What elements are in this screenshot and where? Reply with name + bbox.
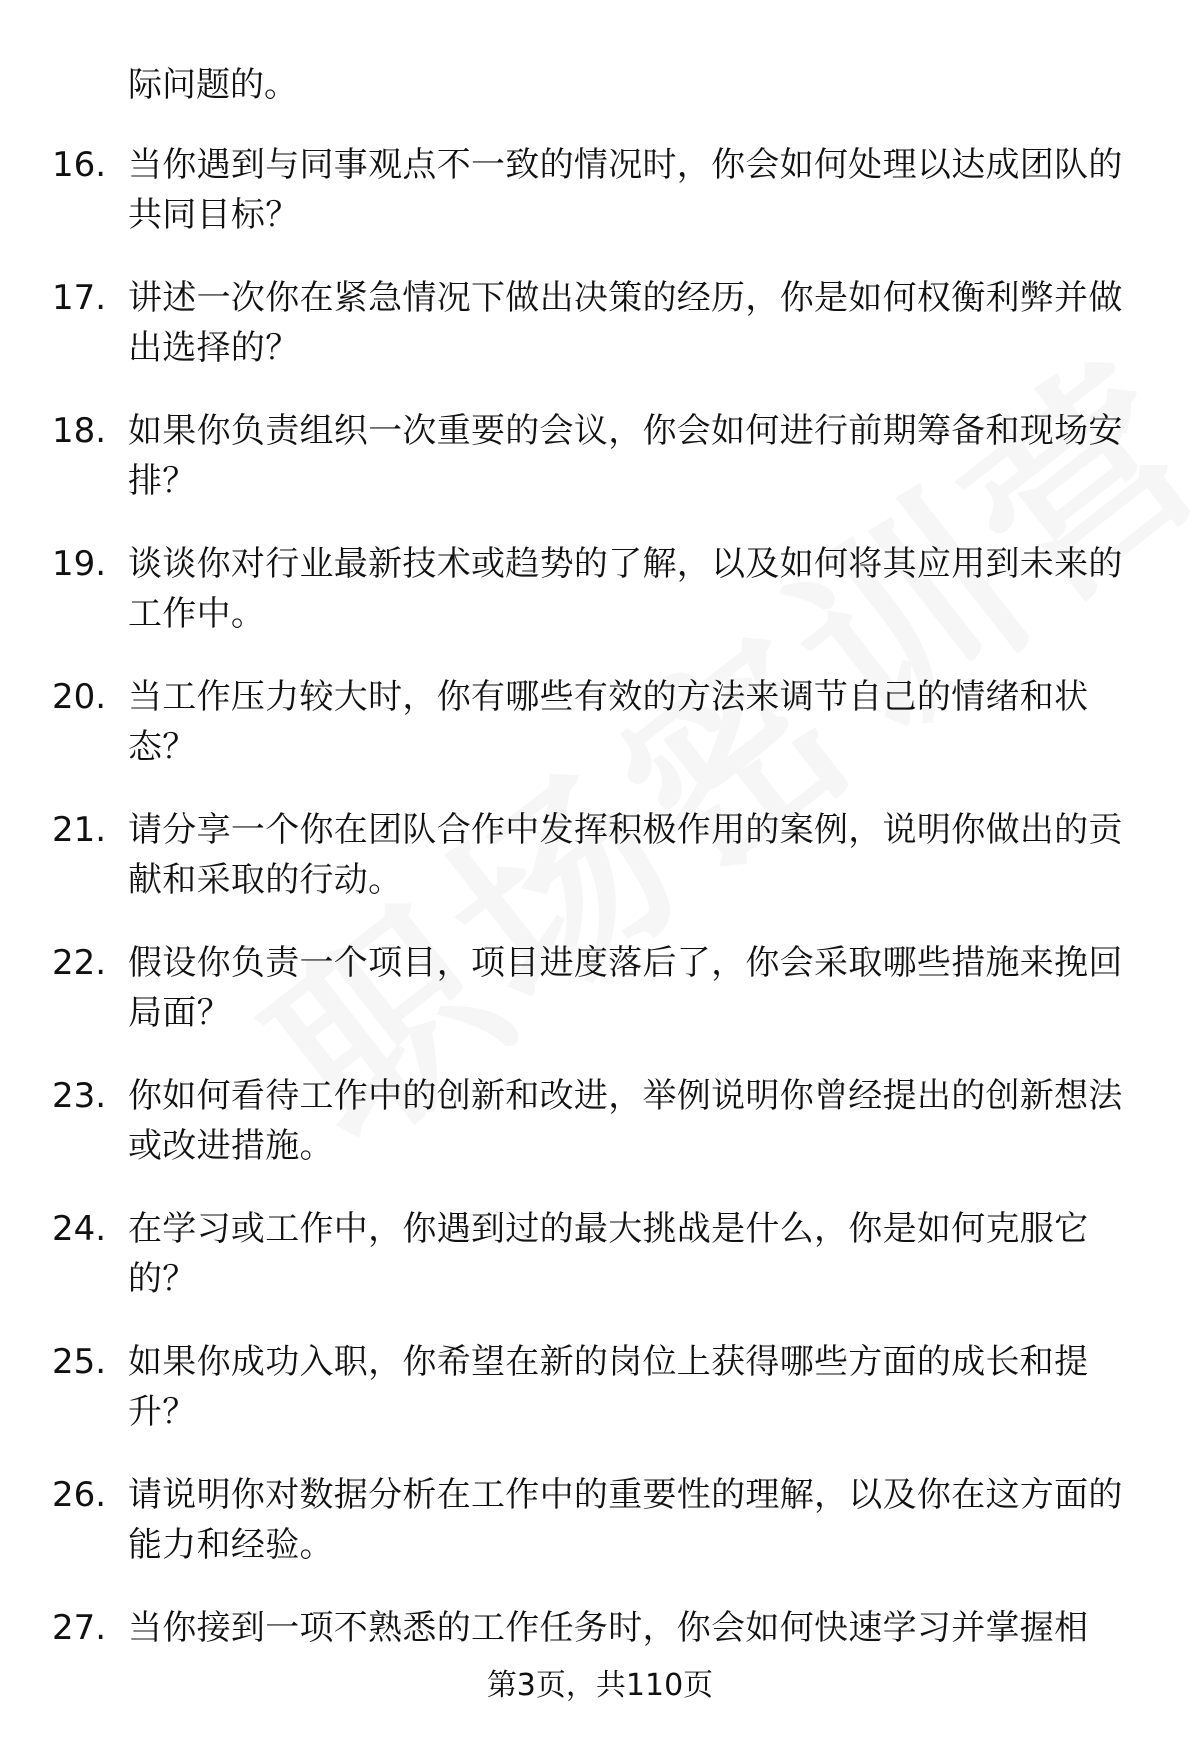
question-text: 当你接到一项不熟悉的工作任务时，你会如何快速学习并掌握相 xyxy=(128,1608,1089,1648)
question-number: 18. xyxy=(52,411,107,451)
question-item xyxy=(0,140,1200,246)
question-item xyxy=(0,539,1200,645)
question-text: 讲述一次你在紧急情况下做出决策的经历，你是如何权衡利弊并做出选择的？ xyxy=(128,278,1123,368)
question-text: 请说明你对数据分析在工作中的重要性的理解，以及你在这方面的能力和经验。 xyxy=(128,1475,1123,1565)
page-footer: 第3页，共110页 xyxy=(486,1668,714,1703)
question-item xyxy=(0,672,1200,778)
question-item xyxy=(0,1204,1200,1310)
question-text: 如果你成功入职，你希望在新的岗位上获得哪些方面的成长和提升？ xyxy=(128,1342,1089,1432)
question-number: 27. xyxy=(52,1608,107,1648)
question-number: 17. xyxy=(52,278,107,318)
question-number: 26. xyxy=(52,1475,107,1515)
question-item xyxy=(0,938,1200,1044)
question-text: 假设你负责一个项目，项目进度落后了，你会采取哪些措施来挽回局面？ xyxy=(128,943,1123,1033)
question-item xyxy=(0,406,1200,512)
question-text: 在学习或工作中，你遇到过的最大挑战是什么，你是如何克服它的？ xyxy=(128,1209,1089,1299)
continuation-text: 际问题的。 xyxy=(128,65,298,105)
question-item xyxy=(0,1470,1200,1576)
question-text: 如果你负责组织一次重要的会议，你会如何进行前期筹备和现场安排？ xyxy=(128,411,1123,501)
question-number: 23. xyxy=(52,1076,107,1116)
question-text: 你如何看待工作中的创新和改进，举例说明你曾经提出的创新想法或改进措施。 xyxy=(128,1076,1123,1166)
question-number: 20. xyxy=(52,677,107,717)
question-number: 21. xyxy=(52,810,107,850)
question-item xyxy=(0,1337,1200,1443)
question-text: 当工作压力较大时，你有哪些有效的方法来调节自己的情绪和状态？ xyxy=(128,677,1089,767)
question-number: 24. xyxy=(52,1209,107,1249)
question-text: 当你遇到与同事观点不一致的情况时，你会如何处理以达成团队的共同目标？ xyxy=(128,145,1123,235)
question-number: 19. xyxy=(52,544,107,584)
question-number: 16. xyxy=(52,145,107,185)
question-item xyxy=(0,1071,1200,1177)
question-number: 22. xyxy=(52,943,107,983)
question-text: 请分享一个你在团队合作中发挥积极作用的案例，说明你做出的贡献和采取的行动。 xyxy=(128,810,1123,900)
question-list xyxy=(0,140,1200,1736)
question-item xyxy=(0,273,1200,379)
question-item xyxy=(0,805,1200,911)
question-text: 谈谈你对行业最新技术或趋势的了解，以及如何将其应用到未来的工作中。 xyxy=(128,544,1123,634)
question-number: 25. xyxy=(52,1342,107,1382)
